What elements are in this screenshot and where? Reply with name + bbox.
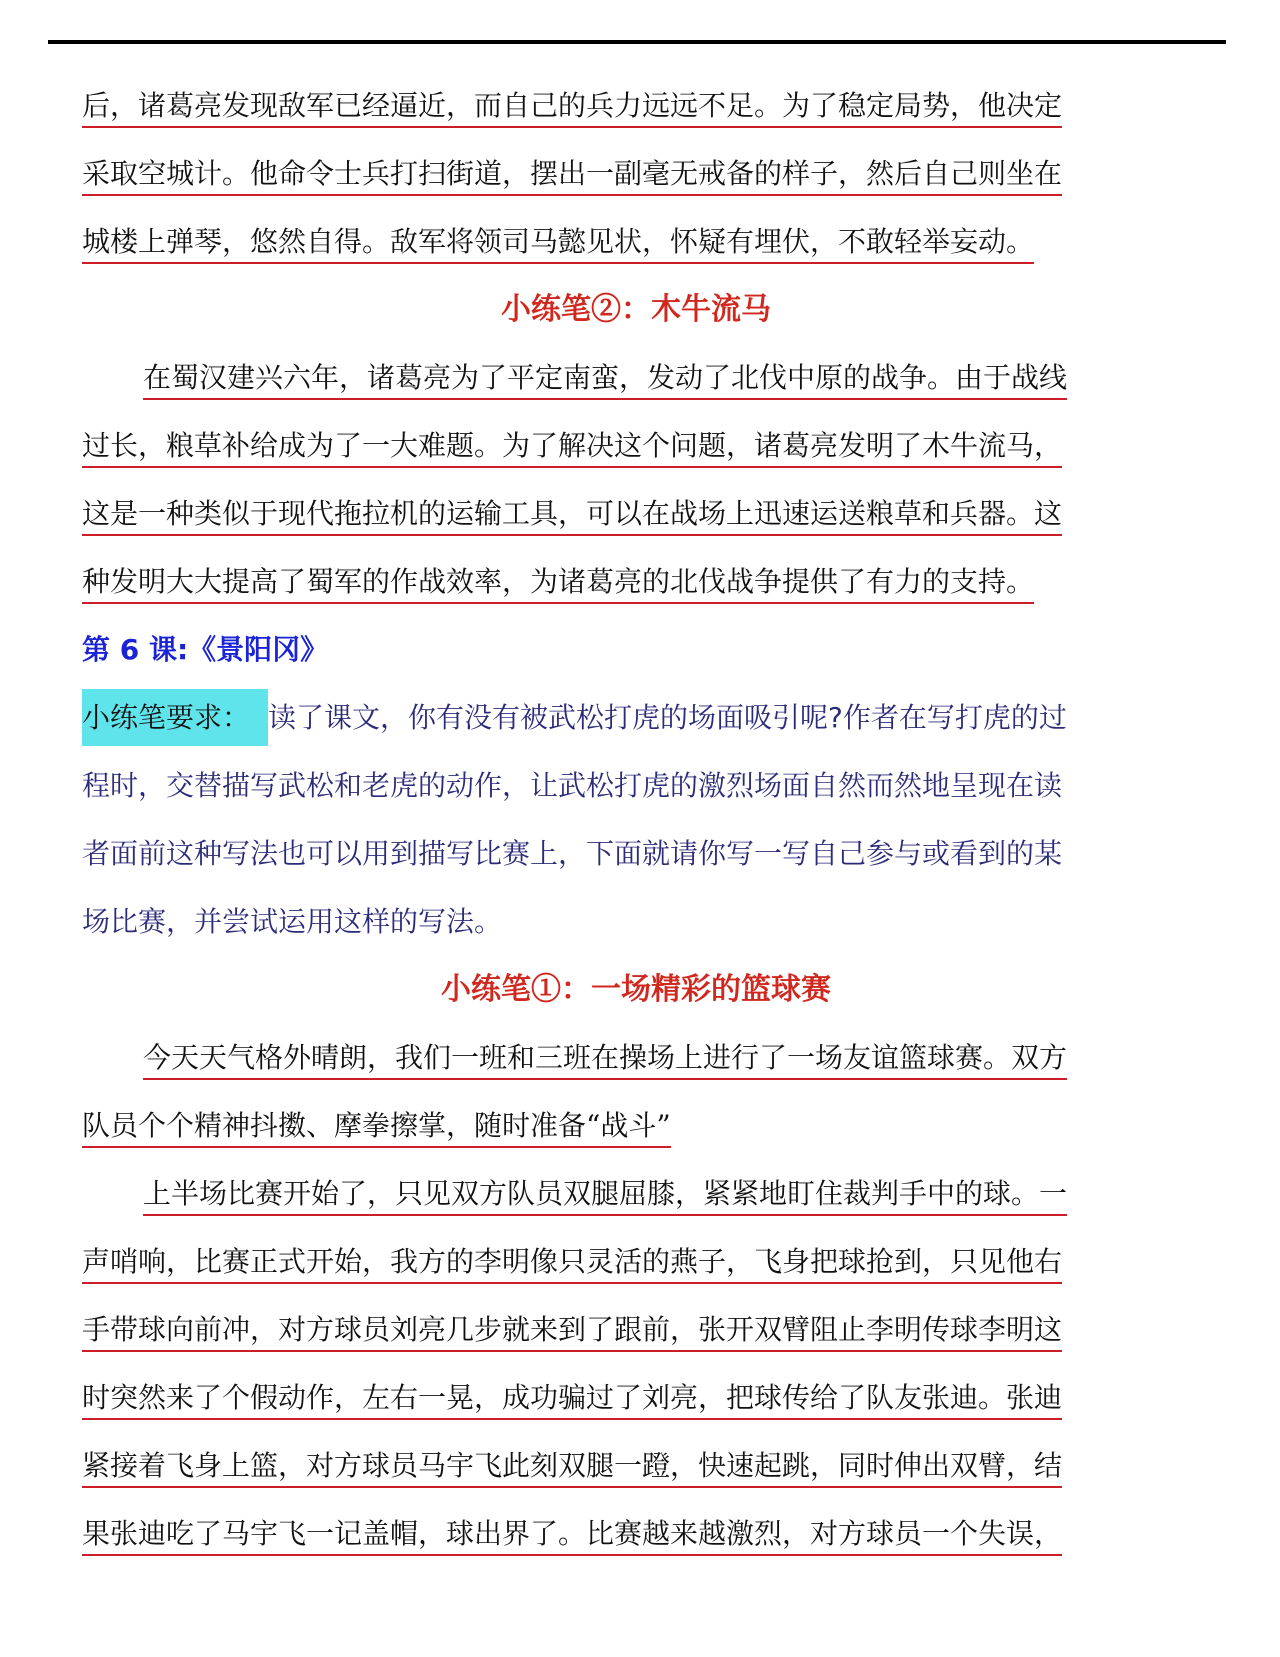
paragraph-line: 声哨响，比赛正式开始，我方的李明像只灵活的燕子，飞身把球抢到，只见他右 — [82, 1228, 1190, 1296]
requirement-line: 程时，交替描写武松和老虎的动作，让武松打虎的激烈场面自然而然地呈现在读 — [82, 769, 1063, 802]
paragraph-line: 后，诸葛亮发现敌军已经逼近，而自己的兵力远远不足。为了稳定局势，他决定 — [82, 72, 1190, 140]
paragraph-line: 这是一种类似于现代拖拉机的运输工具，可以在战场上迅速运送粮草和兵器。这 — [82, 480, 1190, 548]
requirement-line: 者面前这种写法也可以用到描写比赛上，下面就请你写一写自己参与或看到的某 — [82, 837, 1063, 870]
top-rule — [48, 40, 1226, 44]
paragraph-line: 手带球向前冲，对方球员刘亮几步就来到了跟前，张开双臂阻止李明传球李明这 — [82, 1296, 1190, 1364]
paragraph-line: 种发明大大提高了蜀军的作战效率，为诸葛亮的北伐战争提供了有力的支持。 — [82, 548, 1190, 616]
paragraph-line: 果张迪吃了马宇飞一记盖帽，球出界了。比赛越来越激烈，对方球员一个失误， — [82, 1500, 1190, 1568]
section-heading-basketball: 小练笔①：一场精彩的篮球赛 — [441, 972, 831, 1007]
requirement-label: 小练笔要求： — [82, 689, 268, 746]
paragraph-line: 上半场比赛开始了，只见双方队员双腿屈膝，紧紧地盯住裁判手中的球。一 — [82, 1160, 1190, 1228]
lesson-title: 第 6 课:《景阳冈》 — [82, 633, 329, 666]
section-heading-muniu-liuma: 小练笔②：木牛流马 — [501, 292, 771, 327]
paragraph-line: 城楼上弹琴，悠然自得。敌军将领司马懿见状，怀疑有埋伏，不敢轻举妄动。 — [82, 208, 1190, 276]
paragraph-line: 紧接着飞身上篮，对方球员马宇飞此刻双腿一蹬，快速起跳，同时伸出双臂，结 — [82, 1432, 1190, 1500]
paragraph-line: 队员个个精神抖擞、摩拳擦掌，随时准备“战斗” — [82, 1092, 1190, 1160]
paragraph-line: 采取空城计。他命令士兵打扫街道，摆出一副毫无戒备的样子，然后自己则坐在 — [82, 140, 1190, 208]
requirement-line: 场比赛，并尝试运用这样的写法。 — [82, 905, 503, 938]
paragraph-line: 过长，粮草补给成为了一大难题。为了解决这个问题，诸葛亮发明了木牛流马， — [82, 412, 1190, 480]
paragraph-line: 今天天气格外晴朗，我们一班和三班在操场上进行了一场友谊篮球赛。双方 — [82, 1024, 1190, 1092]
paragraph-line: 在蜀汉建兴六年，诸葛亮为了平定南蛮，发动了北伐中原的战争。由于战线 — [82, 344, 1190, 412]
requirement-line: 小练笔要求： 读了课文，你有没有被武松打虎的场面吸引呢?作者在写打虎的过 — [82, 684, 1190, 752]
paragraph-line: 时突然来了个假动作，左右一晃，成功骗过了刘亮，把球传给了队友张迪。张迪 — [82, 1364, 1190, 1432]
document-body — [82, 72, 1190, 1568]
